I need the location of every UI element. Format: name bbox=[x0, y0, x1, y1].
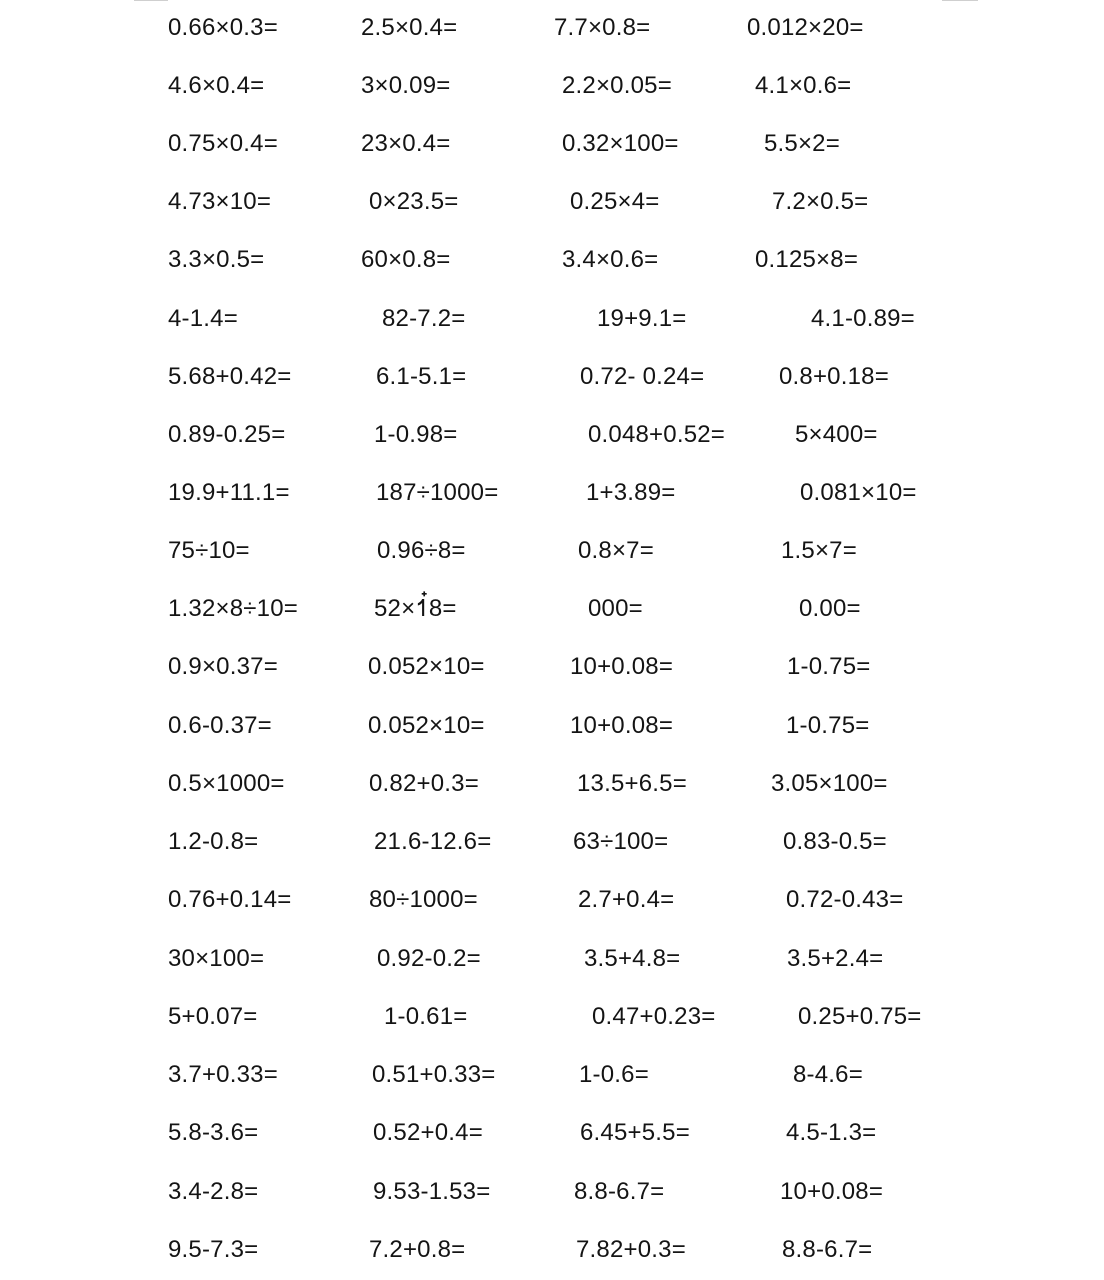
math-problem: 1-0.61= bbox=[384, 1003, 468, 1030]
math-problem: 1+3.89= bbox=[586, 479, 676, 506]
math-problem: 0.052×10= bbox=[368, 712, 485, 739]
math-problem: 0.83-0.5= bbox=[783, 828, 887, 855]
math-problem: 0.8+0.18= bbox=[779, 363, 889, 390]
math-problem: 1.5×7= bbox=[781, 537, 857, 564]
math-problem: 0.92-0.2= bbox=[377, 945, 481, 972]
problem-row bbox=[0, 357, 1104, 397]
math-problem: 4.1×0.6= bbox=[755, 72, 852, 99]
math-problem: 3.4-2.8= bbox=[168, 1178, 259, 1205]
math-problem: 5+0.07= bbox=[168, 1003, 258, 1030]
math-problem: 187÷1000= bbox=[376, 479, 499, 506]
math-problem: 3.5+4.8= bbox=[584, 945, 681, 972]
math-problem: 8-4.6= bbox=[793, 1061, 863, 1088]
problem-row bbox=[0, 997, 1104, 1037]
problem-row bbox=[0, 415, 1104, 455]
math-problem: 4.1-0.89= bbox=[811, 305, 915, 332]
math-problem: 13.5+6.5= bbox=[577, 770, 687, 797]
math-problem: 1-0.75= bbox=[787, 653, 871, 680]
math-problem: 000= bbox=[588, 595, 643, 622]
math-problem: 0.5×1000= bbox=[168, 770, 285, 797]
math-problem: 0.125×8= bbox=[755, 246, 859, 273]
math-problem: 10+0.08= bbox=[570, 653, 674, 680]
math-problem: 0.66×0.3= bbox=[168, 14, 278, 41]
math-problem: 0.048+0.52= bbox=[588, 421, 726, 448]
math-problem: 3.3×0.5= bbox=[168, 246, 265, 273]
math-problem: 3.05×100= bbox=[771, 770, 888, 797]
math-problem: 80÷1000= bbox=[369, 886, 478, 913]
math-problem: 0.89-0.25= bbox=[168, 421, 286, 448]
math-problem: 4.5-1.3= bbox=[786, 1119, 877, 1146]
math-problem: 75÷10= bbox=[168, 537, 250, 564]
math-problem: 3.4×0.6= bbox=[562, 246, 659, 273]
math-problem: 1-0.75= bbox=[786, 712, 870, 739]
math-problem: 82-7.2= bbox=[382, 305, 466, 332]
math-problem: 0.25×4= bbox=[570, 188, 660, 215]
math-problem: 5×400= bbox=[795, 421, 878, 448]
math-problem: 4-1.4= bbox=[168, 305, 238, 332]
problem-row bbox=[0, 1055, 1104, 1095]
math-problem: 30×100= bbox=[168, 945, 265, 972]
math-problem: 4.6×0.4= bbox=[168, 72, 265, 99]
problem-row bbox=[0, 8, 1104, 48]
math-problem: 21.6-12.6= bbox=[374, 828, 492, 855]
math-problem: 10+0.08= bbox=[570, 712, 674, 739]
math-problem: 2.7+0.4= bbox=[578, 886, 675, 913]
problem-row bbox=[0, 706, 1104, 746]
problem-row bbox=[0, 880, 1104, 920]
problem-row bbox=[0, 1230, 1104, 1270]
math-problem: 0.00= bbox=[799, 595, 861, 622]
problem-row bbox=[0, 647, 1104, 687]
math-problem: 0.052×10= bbox=[368, 653, 485, 680]
problem-row bbox=[0, 124, 1104, 164]
math-problem: 0×23.5= bbox=[369, 188, 459, 215]
problem-row bbox=[0, 939, 1104, 979]
math-problem: 63÷100= bbox=[573, 828, 669, 855]
problem-row bbox=[0, 1113, 1104, 1153]
math-problem: 7.2×0.5= bbox=[772, 188, 869, 215]
math-problem: 0.8×7= bbox=[578, 537, 654, 564]
math-problem: 7.2+0.8= bbox=[369, 1236, 466, 1263]
math-problem: 2.5×0.4= bbox=[361, 14, 458, 41]
math-problem: 3×0.09= bbox=[361, 72, 451, 99]
math-problem: 8.8-6.7= bbox=[782, 1236, 873, 1263]
problem-row bbox=[0, 473, 1104, 513]
problem-row bbox=[0, 66, 1104, 106]
problem-row bbox=[0, 531, 1104, 571]
math-problem: 7.7×0.8= bbox=[554, 14, 651, 41]
math-problem: 0.9×0.37= bbox=[168, 653, 278, 680]
math-problem: 1.2-0.8= bbox=[168, 828, 259, 855]
math-problem: 5.5×2= bbox=[764, 130, 840, 157]
math-problem: 7.82+0.3= bbox=[576, 1236, 686, 1263]
math-problem: 5.68+0.42= bbox=[168, 363, 292, 390]
problem-row bbox=[0, 822, 1104, 862]
problem-row bbox=[0, 1172, 1104, 1212]
math-problem: 3.7+0.33= bbox=[168, 1061, 278, 1088]
math-problem: 3.5+2.4= bbox=[787, 945, 884, 972]
math-problem: 0.96÷8= bbox=[377, 537, 466, 564]
math-problem: 4.73×10= bbox=[168, 188, 272, 215]
math-problem: 19.9+11.1= bbox=[168, 479, 290, 506]
math-problem: 0.47+0.23= bbox=[592, 1003, 716, 1030]
math-problem: 0.82+0.3= bbox=[369, 770, 479, 797]
math-problem: 1-0.6= bbox=[579, 1061, 649, 1088]
math-problem: 0.72- 0.24= bbox=[580, 363, 705, 390]
math-problem: 0.75×0.4= bbox=[168, 130, 278, 157]
math-problem: 2.2×0.05= bbox=[562, 72, 672, 99]
math-problem: 8.8-6.7= bbox=[574, 1178, 665, 1205]
math-problem: 0.52+0.4= bbox=[373, 1119, 483, 1146]
math-problem: 0.081×10= bbox=[800, 479, 917, 506]
problem-row bbox=[0, 299, 1104, 339]
math-problem: 9.53-1.53= bbox=[373, 1178, 491, 1205]
problem-row bbox=[0, 182, 1104, 222]
math-problem: 0.51+0.33= bbox=[372, 1061, 496, 1088]
math-problem: 0.25+0.75= bbox=[798, 1003, 922, 1030]
math-problem: 1.32×8÷10= bbox=[168, 595, 298, 622]
problem-row bbox=[0, 240, 1104, 280]
math-problem: 0.72-0.43= bbox=[786, 886, 904, 913]
math-problem: 52×1๋8= bbox=[374, 595, 457, 622]
problem-row bbox=[0, 764, 1104, 804]
math-problem: 23×0.4= bbox=[361, 130, 451, 157]
math-problem: 0.012×20= bbox=[747, 14, 864, 41]
math-problem: 6.45+5.5= bbox=[580, 1119, 690, 1146]
math-problem: 9.5-7.3= bbox=[168, 1236, 259, 1263]
math-problem: 10+0.08= bbox=[780, 1178, 884, 1205]
math-problem: 19+9.1= bbox=[597, 305, 687, 332]
math-problem: 0.76+0.14= bbox=[168, 886, 292, 913]
math-problem: 6.1-5.1= bbox=[376, 363, 467, 390]
math-problem: 1-0.98= bbox=[374, 421, 458, 448]
math-problem: 0.6-0.37= bbox=[168, 712, 272, 739]
problem-row bbox=[0, 589, 1104, 629]
math-problem: 0.32×100= bbox=[562, 130, 679, 157]
math-problem: 5.8-3.6= bbox=[168, 1119, 259, 1146]
math-problem: 60×0.8= bbox=[361, 246, 451, 273]
